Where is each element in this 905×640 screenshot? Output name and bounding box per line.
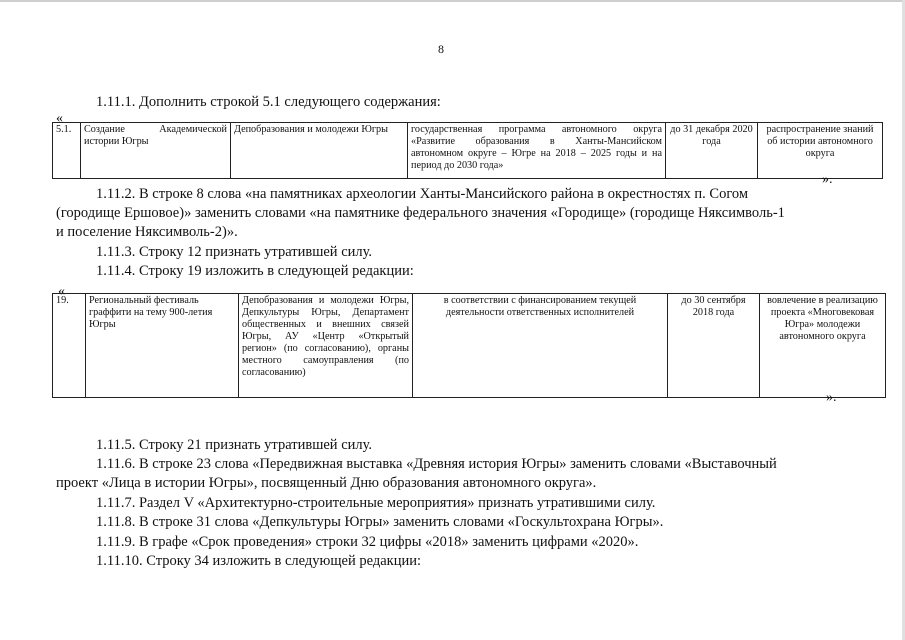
paragraph-1-11-6-line2: проект «Лица в истории Югры», посвященный Дню образования автономного округа». (56, 475, 597, 491)
table2-deadline: до 30 сентября 2018 года (668, 294, 760, 398)
table1-responsible: Депобразования и молодежи Югры (231, 123, 408, 179)
paragraph-1-11-5: 1.11.5. Строку 21 признать утратившей силу. (96, 437, 373, 453)
table1-num: 5.1. (53, 123, 81, 179)
paragraph-1-11-9: 1.11.9. В графе «Срок проведения» строки 32 цифры «2018» заменить цифрами «2020». (96, 534, 639, 550)
table2-num: 19. (53, 294, 86, 398)
paragraph-1-11-6-line1: 1.11.6. В строке 23 слова «Передвижная выставка «Древняя история Югры» заменить словами «Выставочный (96, 456, 777, 472)
table2-funding: в соответствии с финансированием текущей деятельности ответственных исполнителей (413, 294, 668, 398)
paragraph-1-11-1: 1.11.1. Дополнить строкой 5.1 следующего содержания: (96, 94, 441, 110)
table-row-5-1 (52, 122, 883, 179)
table1-event: Создание Академической истории Югры (81, 123, 231, 179)
paragraph-1-11-7: 1.11.7. Раздел V «Архитектурно-строительные мероприятия» признать утратившими силу. (96, 495, 656, 511)
paragraph-1-11-2-line1: 1.11.2. В строке 8 слова «на памятниках археологии Ханты-Мансийского района в окрестностях п. Согом (96, 186, 749, 202)
paragraph-1-11-2-line2: (городище Ершовое)» заменить словами «на памятнике федерального значения «Городище» (городище Няксимволь-1 (56, 205, 785, 221)
table1-close-quote: ». (822, 172, 833, 187)
paragraph-1-11-4: 1.11.4. Строку 19 изложить в следующей редакции: (96, 263, 414, 279)
table1-deadline: до 31 декабря 2020 года (666, 123, 758, 179)
table2-event: Региональный фестиваль граффити на тему 900-летия Югры (86, 294, 239, 398)
paragraph-1-11-2-line3: и поселение Няксимволь-2)». (56, 224, 238, 240)
table2-close-quote: ». (826, 390, 837, 405)
table1-result: распространение знаний об истории автономного округа (758, 123, 883, 179)
scan-top-edge (0, 0, 905, 2)
table-row-19 (52, 293, 886, 398)
table1-open-quote: « (56, 111, 63, 126)
table1-funding: государственная программа автономного округа «Развитие образования в Ханты-Мансийском автономном округе – Югре на 2018 – 2025 годы и на период до 2030 года» (408, 123, 666, 179)
paragraph-1-11-3: 1.11.3. Строку 12 признать утратившей силу. (96, 244, 373, 260)
page-number: 8 (438, 42, 444, 56)
paragraph-1-11-10: 1.11.10. Строку 34 изложить в следующей редакции: (96, 553, 422, 569)
table2-result: вовлечение в реализацию проекта «Многовековая Югра» молодежи автономного округа (760, 294, 886, 398)
table2-open-quote: « (58, 284, 65, 299)
paragraph-1-11-8: 1.11.8. В строке 31 слова «Депкультуры Югры» заменить словами «Госкультохрана Югры». (96, 514, 664, 530)
table2-responsible: Депобразования и молодежи Югры, Депкультуры Югры, Департамент общественных и внешних связей Югры, АУ «Центр «Открытый регион» (по согласованию), органы местного самоуправления (по согласованию) (239, 294, 413, 398)
